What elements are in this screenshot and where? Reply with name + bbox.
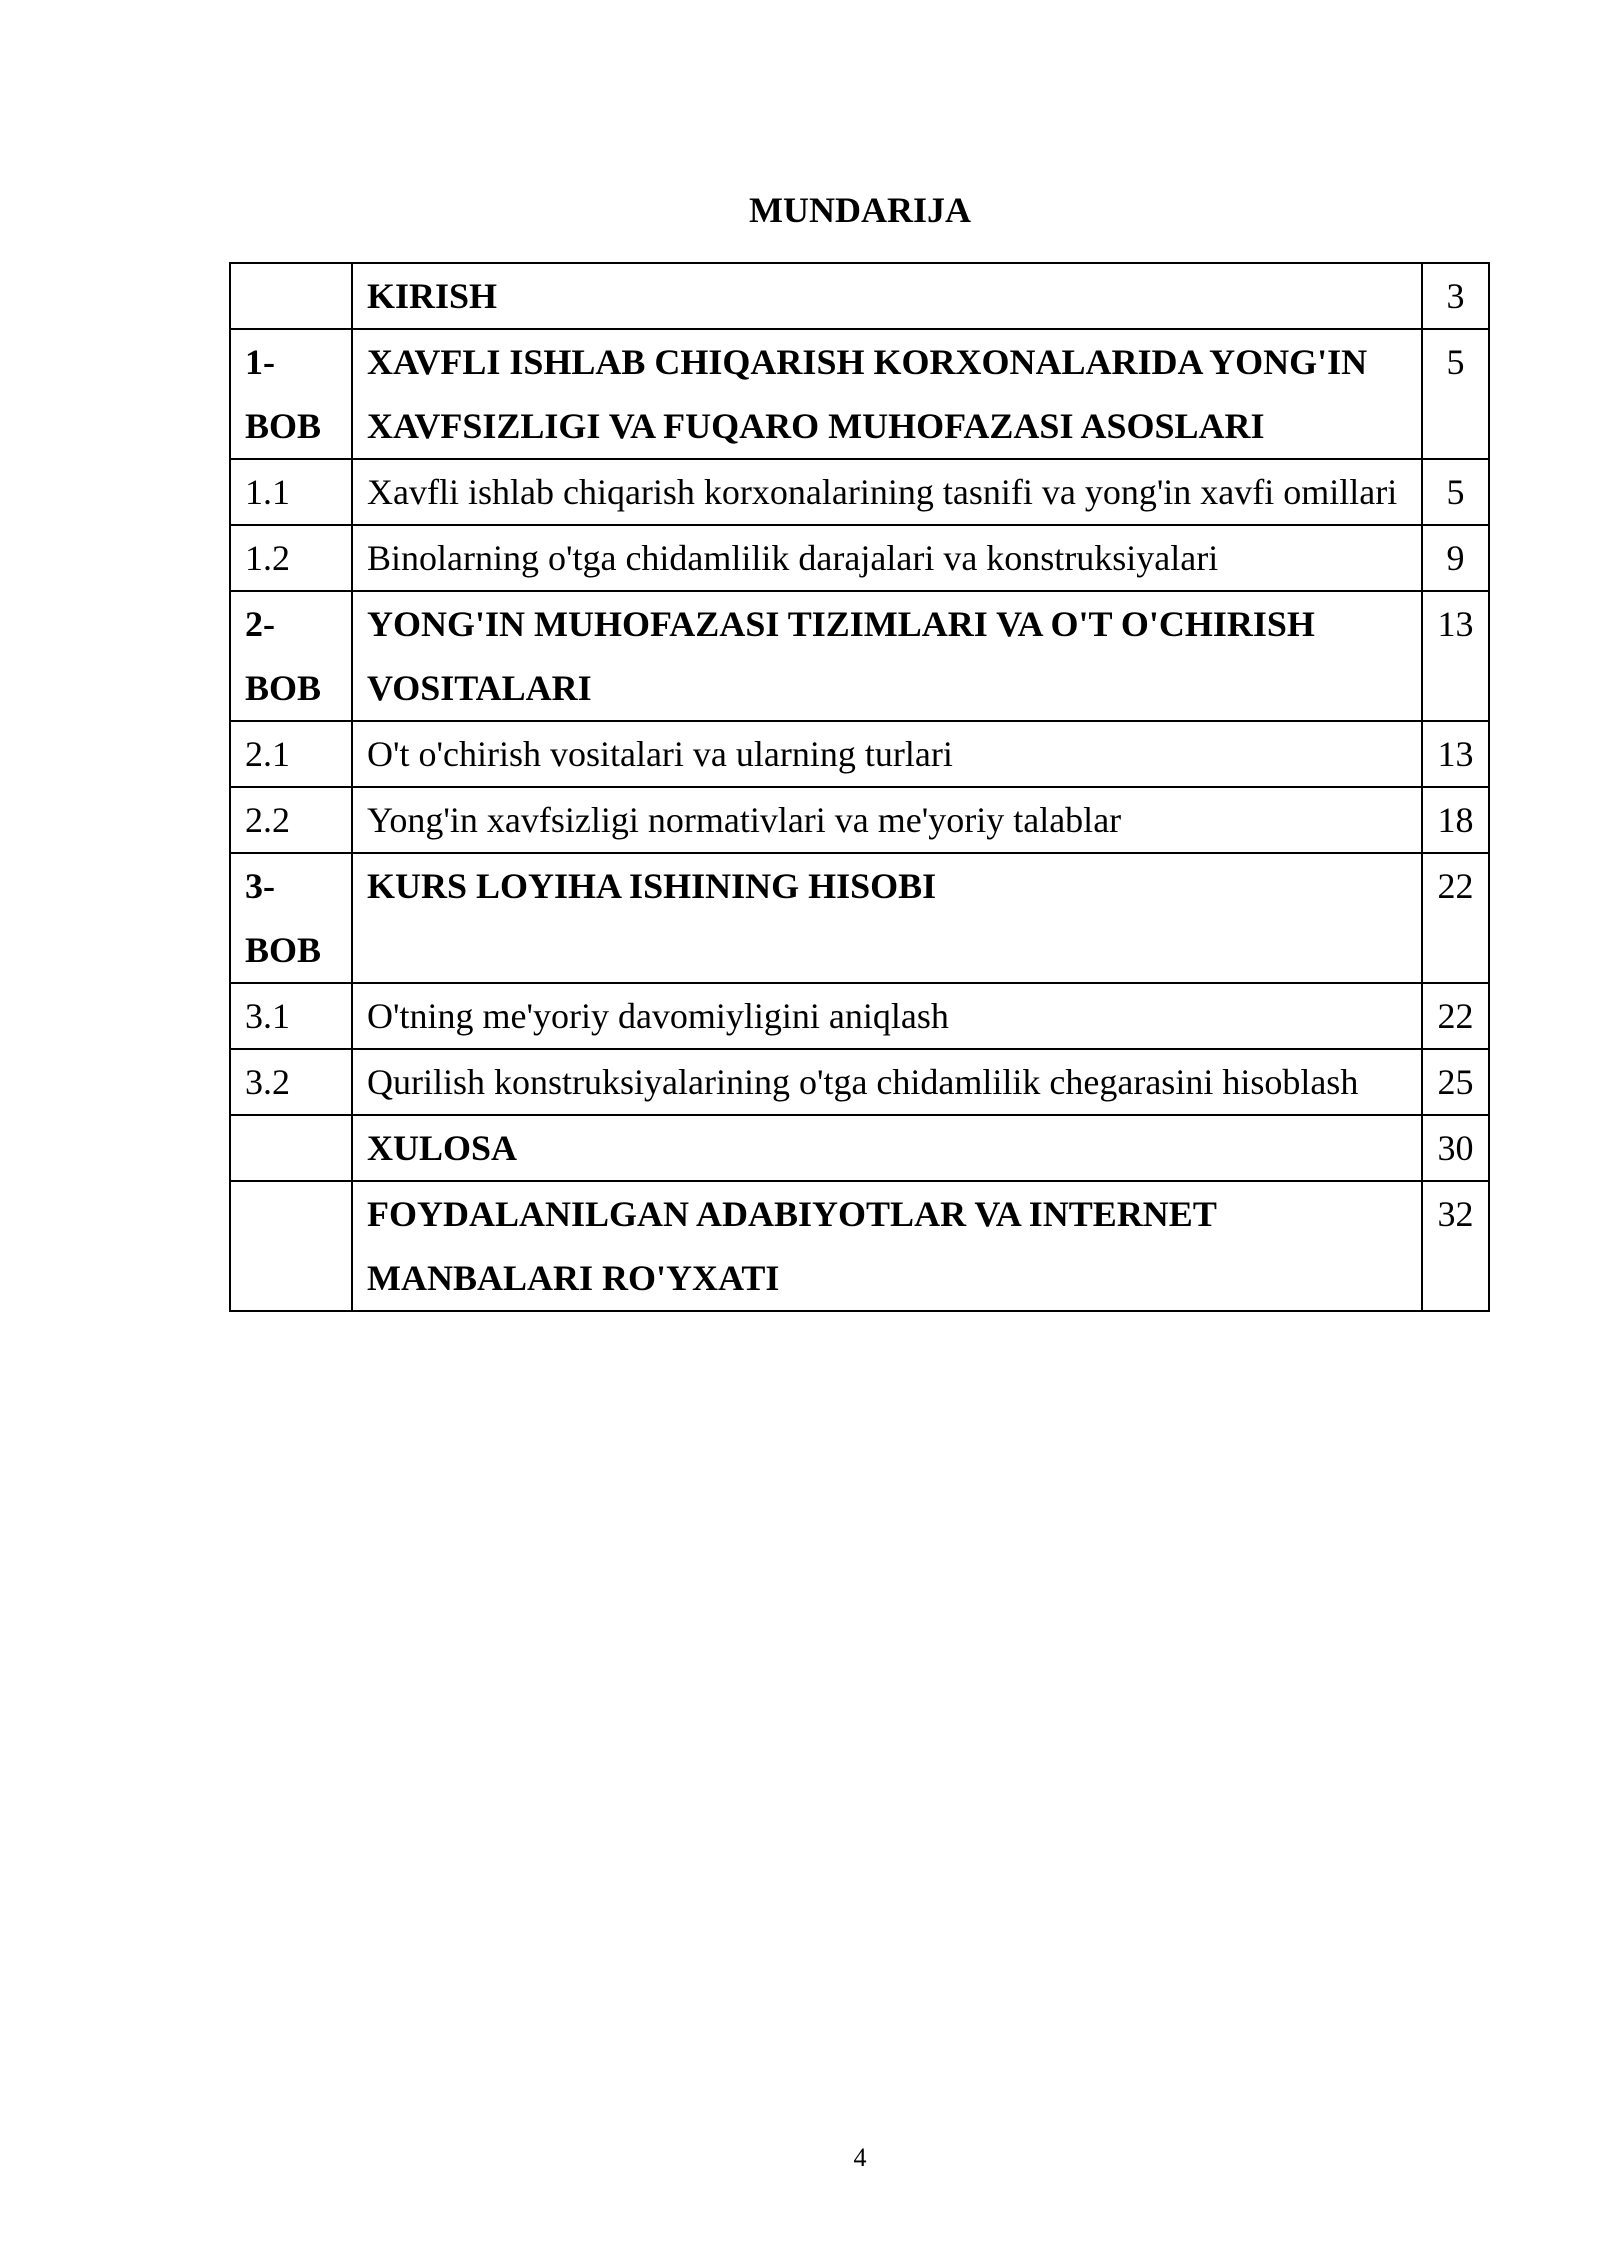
toc-row-section-2-2	[230, 787, 1489, 853]
toc-title: Yong'in xavfsizligi normativlari va me'yoriy talablar	[352, 787, 1422, 853]
toc-row-section-3-1	[230, 983, 1489, 1049]
toc-number: 1.2	[230, 525, 352, 591]
toc-title: XAVFLI ISHLAB CHIQARISH KORXONALARIDA YONG'IN XAVFSIZLIGI VA FUQARO MUHOFAZASI ASOSLARI	[352, 329, 1422, 459]
toc-number: 2.2	[230, 787, 352, 853]
toc-page: 22	[1422, 983, 1489, 1049]
toc-row-chapter-3	[230, 853, 1489, 983]
toc-page: 30	[1422, 1115, 1489, 1181]
toc-page: 13	[1422, 591, 1489, 721]
toc-page: 5	[1422, 459, 1489, 525]
toc-title: KURS LOYIHA ISHINING HISOBI	[352, 853, 1422, 983]
toc-row-section-3-2	[230, 1049, 1489, 1115]
toc-page: 32	[1422, 1181, 1489, 1311]
toc-number	[230, 1115, 352, 1181]
toc-row-chapter-1	[230, 329, 1489, 459]
page-number: 4	[853, 2143, 867, 2172]
toc-page: 22	[1422, 853, 1489, 983]
toc-title: O't o'chirish vositalari va ularning turlari	[352, 721, 1422, 787]
toc-row-section-1-2	[230, 525, 1489, 591]
toc-page: 3	[1422, 263, 1489, 329]
toc-row-section-2-1	[230, 721, 1489, 787]
toc-number: 3.2	[230, 1049, 352, 1115]
toc-row-references	[230, 1181, 1489, 1311]
toc-page: 5	[1422, 329, 1489, 459]
toc-number	[230, 591, 352, 721]
page-title: MUNDARIJA	[749, 190, 971, 230]
toc-number	[230, 329, 352, 459]
toc-row-chapter-2	[230, 591, 1489, 721]
toc-title: YONG'IN MUHOFAZASI TIZIMLARI VA O'T O'CHIRISH VOSITALARI	[352, 591, 1422, 721]
toc-title: FOYDALANILGAN ADABIYOTLAR VA INTERNET MANBALARI RO'YXATI	[352, 1181, 1422, 1311]
toc-number-line: 3- BOB	[245, 866, 322, 970]
toc-row-kirish	[230, 263, 1489, 329]
toc-number	[230, 1181, 352, 1311]
toc-title: Binolarning o'tga chidamlilik darajalari va konstruksiyalari	[352, 525, 1422, 591]
toc-title: Qurilish konstruksiyalarining o'tga chidamlilik chegarasini hisoblash	[352, 1049, 1422, 1115]
toc-number	[230, 853, 352, 983]
toc-page: 9	[1422, 525, 1489, 591]
toc-title: O'tning me'yoriy davomiyligini aniqlash	[352, 983, 1422, 1049]
toc-title: KIRISH	[352, 263, 1422, 329]
toc-number: 3.1	[230, 983, 352, 1049]
toc-page: 18	[1422, 787, 1489, 853]
toc-row-xulosa	[230, 1115, 1489, 1181]
toc-number-line: 2- BOB	[245, 604, 322, 708]
toc-title: XULOSA	[352, 1115, 1422, 1181]
toc-number	[230, 263, 352, 329]
toc-title: Xavfli ishlab chiqarish korxonalarining tasnifi va yong'in xavfi omillari	[352, 459, 1422, 525]
toc-page: 13	[1422, 721, 1489, 787]
toc-number: 2.1	[230, 721, 352, 787]
toc-page: 25	[1422, 1049, 1489, 1115]
toc-number-line: 1- BOB	[245, 342, 322, 446]
table-of-contents	[229, 262, 1490, 1312]
toc-row-section-1-1	[230, 459, 1489, 525]
toc-number: 1.1	[230, 459, 352, 525]
